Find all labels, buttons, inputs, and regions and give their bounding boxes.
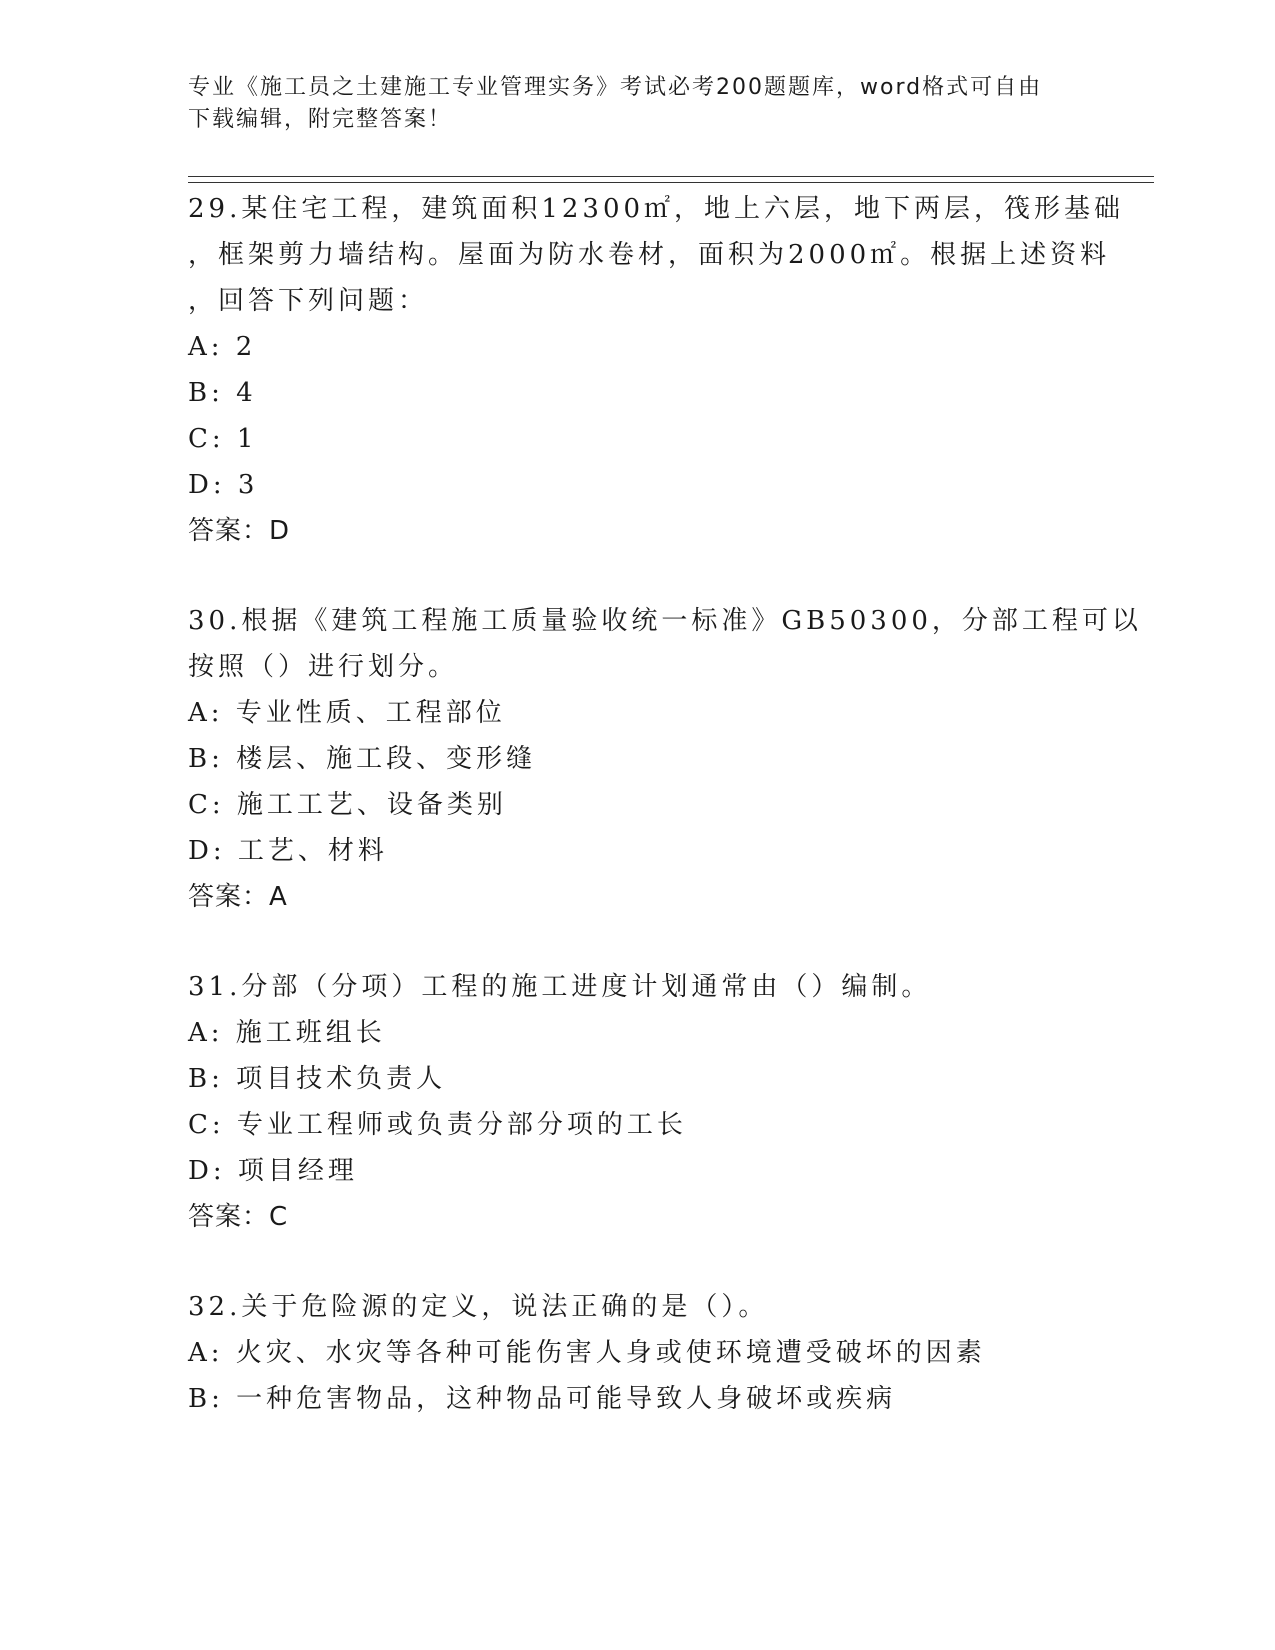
option-d: D: 3	[188, 470, 259, 500]
option-d: D: 工艺、材料	[188, 836, 388, 866]
header-divider-bottom	[188, 182, 1154, 183]
question-text-line: 30.根据《建筑工程施工质量验收统一标准》GB50300，分部工程可以	[188, 606, 1142, 636]
option-a: A: 专业性质、工程部位	[188, 698, 506, 728]
option-b: B: 一种危害物品，这种物品可能导致人身破坏或疾病	[188, 1384, 897, 1414]
answer: 答案：D	[188, 516, 291, 546]
question-text-line: ，框架剪力墙结构。屋面为防水卷材，面积为2000㎡。根据上述资料	[188, 240, 1111, 270]
question-list	[188, 186, 1188, 1422]
option-c: C: 1	[188, 424, 258, 454]
option-b: B: 4	[188, 378, 257, 408]
option-c: C: 施工工艺、设备类别	[188, 790, 507, 820]
question-31	[188, 964, 1188, 1240]
question-text-line: ，回答下列问题：	[188, 286, 429, 316]
question-text-line: 29.某住宅工程，建筑面积12300㎡，地上六层，地下两层，筏形基础	[188, 194, 1125, 224]
option-b: B: 项目技术负责人	[188, 1064, 447, 1094]
option-d: D: 项目经理	[188, 1156, 358, 1186]
question-text-line: 32.关于危险源的定义，说法正确的是（）。	[188, 1292, 769, 1322]
header-divider-top	[188, 176, 1154, 177]
question-32	[188, 1284, 1188, 1422]
document-header	[188, 72, 1088, 136]
option-a: A: 施工班组长	[188, 1018, 386, 1048]
option-a: A: 火灾、水灾等各种可能伤害人身或使环境遭受破坏的因素	[188, 1338, 986, 1368]
answer: 答案：C	[188, 1202, 289, 1232]
question-text-line: 按照（）进行划分。	[188, 652, 459, 682]
spacer	[188, 920, 1188, 964]
answer: 答案：A	[188, 882, 288, 912]
header-line-2: 下载编辑，附完整答案！	[188, 107, 453, 132]
option-a: A: 2	[188, 332, 257, 362]
question-30	[188, 598, 1188, 920]
spacer	[188, 554, 1188, 598]
question-29	[188, 186, 1188, 554]
question-text-line: 31.分部（分项）工程的施工进度计划通常由（）编制。	[188, 972, 932, 1002]
option-c: C: 专业工程师或负责分部分项的工长	[188, 1110, 687, 1140]
spacer	[188, 1240, 1188, 1284]
header-line-1: 专业《施工员之土建施工专业管理实务》考试必考200题题库，word格式可自由	[188, 75, 1043, 100]
option-b: B: 楼层、施工段、变形缝	[188, 744, 537, 774]
